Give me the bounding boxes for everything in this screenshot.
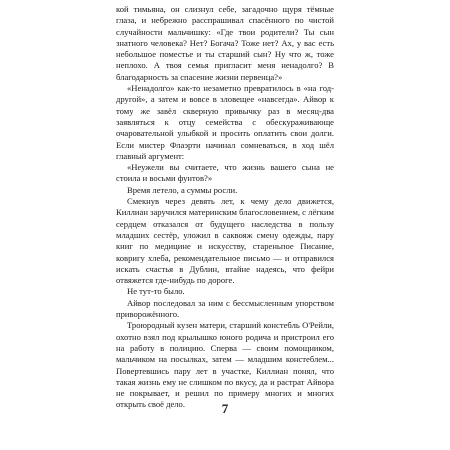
page-number: 7 <box>221 401 229 416</box>
paragraph-3: «Неужели вы считаете, что жизнь вашего сына не стоила и восьми фунтов?» <box>116 162 334 184</box>
paragraph-1: кой тимьяна, он слизнул себе, загадочно щуря тёмные глаза, и небрежно расспрашивал спасённого по чистой случайности мальчишку: «Где твои родители? Ты сын знатного человека? Нет? Богача? Тоже нет? Ах, у вас есть небольшое поместье и ты старший сын? Ну что ж, тоже неплохо. А твоя семья пригласит меня ненадолго? В благодарность за спасение жизни первенца?» <box>116 4 334 82</box>
paragraph-6: Не тут-то было. <box>127 286 185 297</box>
paragraph-2: «Ненадолго» как-то незаметно превратилось в «на год-другой», а затем и вовсе в зловещее «навсегда». Айвор к тому же завёл скверную привычку раз в месяц-два заявляться к отцу семейства с обескураживающе очаровательной улыбкой и просить оплатить свои долги. Если мистер Флаэрти начинал сомневаться, в ход шёл главный аргумент: <box>116 83 334 161</box>
paragraph-4: Время летело, а суммы росли. <box>127 184 238 195</box>
paragraph-5: Смекнув через девять лет, к чему дело движется, Киллиан заручился материнским благословением, с лёгким сердцем отказался от будущего наследства в пользу младших сестёр, уложил в саквояж смену одежды, пару книг по медицине и искусству, стареньпое Писание, ковригу хлеба, рекомендательное письмо — и отправился искать счастья в Дублин, втайне надеясь, что фейри отвяжется где-нибудь по дороге. <box>116 196 334 286</box>
paragraph-7: Айвор последовал за ним с бессмысленным упорством приворожённого. <box>116 297 334 320</box>
body-text <box>116 4 334 411</box>
paragraph-8: Троюродный кузен матери, старший констебль О'Рейли, охотно взял под крылышко юного родича и пристроил его на работу в полицию. Сперва — своим помощником, мальчиком на посылках, затем — младшим констеблем... Повертевшись пару лет в участке, Киллиан понял, что такая жизнь ему не слишком по вкусу, да и растрат Айвора не покрывает, и решил по примеру многих и многих открыть своё дело. <box>116 320 334 410</box>
